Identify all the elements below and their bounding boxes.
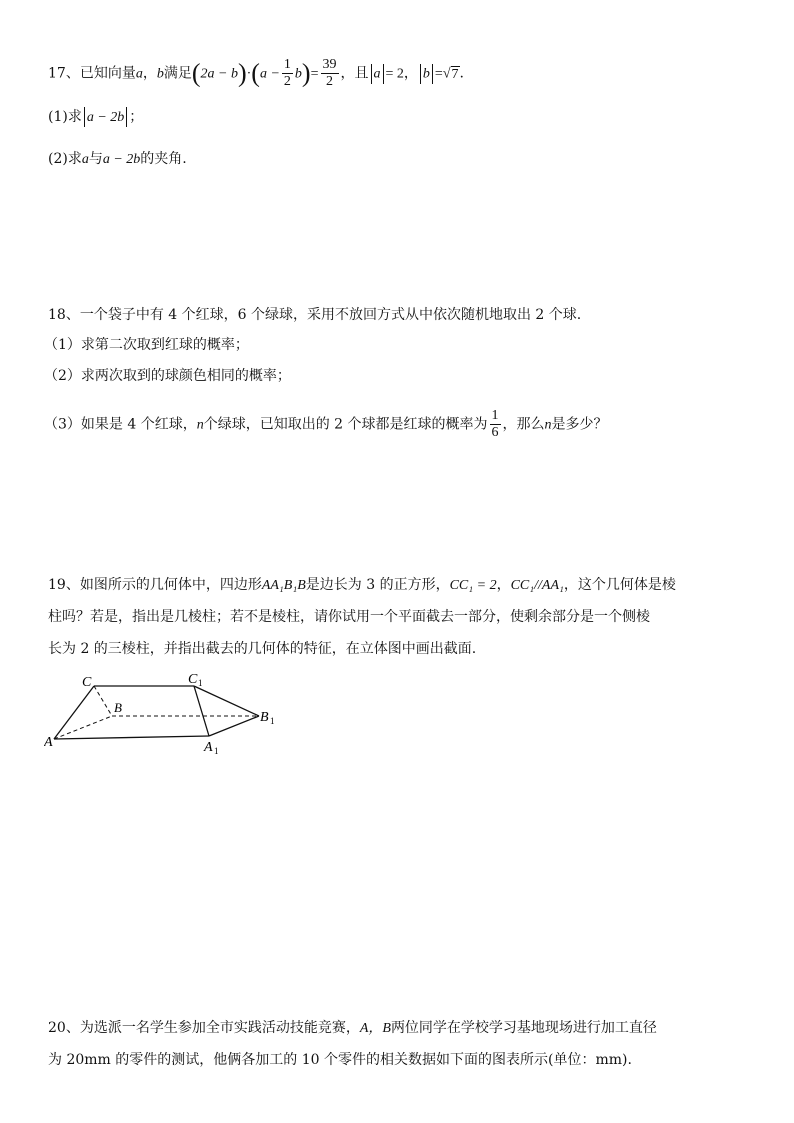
- q17-part1-expr: a − 2b: [86, 110, 125, 125]
- dot-operator: ·: [246, 66, 252, 82]
- frac-num: 1: [491, 408, 499, 423]
- q18-part3-a: （3）如果是 4 个红球，: [44, 416, 197, 433]
- edge-AA1: [54, 736, 209, 739]
- prism-figure: [44, 666, 284, 756]
- paren-close: ): [301, 58, 311, 88]
- q17-satisfy: 满足: [163, 65, 192, 82]
- label-C: C: [82, 675, 92, 690]
- q20-line1-b: 两位同学在学校学习基地现场进行加工直径: [390, 1020, 657, 1036]
- expr-right-b: b: [294, 66, 302, 82]
- q17-part1-label: (1)求: [48, 109, 82, 125]
- q19-line1-a: 19、如图所示的几何体中，四边形: [48, 577, 262, 593]
- sqrt-7: √7: [442, 66, 459, 82]
- label-A1-sub: 1: [214, 746, 219, 756]
- parallel-rel: CC₁//AA₁: [510, 578, 564, 593]
- q17-part2-mid: 与: [88, 151, 103, 167]
- q17-part2-end: 的夹角.: [140, 151, 187, 167]
- fraction-1-6: [490, 408, 501, 441]
- q17-intro: 17、已知向量: [48, 65, 136, 82]
- q18-part1: （1）求第二次取到红球的概率；: [44, 337, 249, 353]
- period: .: [459, 65, 464, 82]
- q17-and: ，且: [340, 65, 369, 82]
- q17-statement: [48, 57, 464, 90]
- q18-part3-b: 个绿球，已知取出的 2 个球都是红球的概率为: [203, 416, 488, 433]
- label-A1: A: [204, 740, 213, 755]
- frac-num: 39: [322, 57, 337, 72]
- quad-label: AA₁B₁B: [261, 578, 306, 593]
- abs-bar: [126, 107, 127, 127]
- equals-2: = 2: [385, 66, 404, 82]
- q19-line1: [48, 575, 676, 596]
- q18-part3-c: ，那么: [502, 416, 545, 433]
- label-B: B: [114, 700, 122, 715]
- var-n: n: [196, 417, 204, 433]
- expr-right-a: a −: [259, 66, 280, 82]
- q18-part3: [44, 408, 608, 441]
- q20-line1: [48, 1018, 657, 1039]
- frac-den: 6: [491, 425, 499, 440]
- label-A: A: [44, 735, 53, 750]
- q17-part2-expr: a − 2b: [102, 152, 141, 167]
- label-B1-sub: 1: [270, 716, 275, 726]
- equals-sign: =: [310, 66, 319, 82]
- separator: ，: [496, 577, 511, 593]
- label-B1: B: [260, 710, 269, 725]
- expr-left: 2a − b: [200, 66, 238, 82]
- paren-open: (: [251, 58, 260, 88]
- cc1-eq: CC₁ = 2: [449, 578, 497, 593]
- edge-A1B1: [209, 716, 259, 736]
- edge-CB-hidden: [94, 686, 112, 716]
- fraction-39-2: [321, 57, 339, 90]
- paren-open: (: [191, 58, 201, 88]
- q18-part3-d: 是多少？: [551, 416, 608, 433]
- label-C1-sub: 1: [198, 678, 203, 688]
- frac-den: 2: [326, 74, 333, 89]
- frac-den: 2: [283, 74, 291, 89]
- var-n: n: [544, 417, 552, 433]
- abs-bar: [371, 64, 372, 84]
- q20-line2: 为 20mm 的零件的测试，他俩各加工的 10 个零件的相关数据如下面的图表所示(单位：mm).: [48, 1052, 632, 1068]
- equals-sign: =: [434, 66, 443, 82]
- abs-bar: [383, 64, 384, 84]
- q17-part2-label: (2)求: [48, 151, 82, 167]
- paren-close: ): [237, 58, 247, 88]
- abs-bar: [84, 107, 85, 127]
- q17-part1: [48, 107, 143, 128]
- abs-bar: [432, 64, 433, 84]
- fraction-half: [282, 57, 293, 90]
- separator: ，: [403, 65, 418, 82]
- q20-line1-a: 20、为选派一名学生参加全市实践活动技能竞赛，: [48, 1020, 360, 1036]
- q18-part2: （2）求两次取到的球颜色相同的概率；: [44, 368, 291, 384]
- edge-C1A1: [194, 686, 209, 736]
- semicolon: ；: [129, 109, 144, 125]
- radicand: 7: [451, 66, 459, 82]
- frac-num: 1: [283, 57, 291, 72]
- q19-line2: 柱吗？若是，指出是几棱柱；若不是棱柱，请你试用一个平面截去一部分，使剩余部分是一个侧棱: [48, 609, 650, 625]
- q19-line1-d: ，这个几何体是棱: [563, 577, 676, 593]
- vector-b: b: [156, 66, 164, 82]
- q17-part2-a: a: [81, 152, 89, 167]
- students-ab: A，B: [359, 1021, 391, 1036]
- edge-C1B1: [194, 686, 259, 716]
- vector-a: a: [135, 66, 143, 82]
- q19-line1-b: 是边长为 3 的正方形，: [305, 577, 450, 593]
- abs-a: a: [373, 66, 381, 82]
- abs-bar: [420, 64, 421, 84]
- q17-part2: [48, 149, 187, 170]
- q18-statement: 18、一个袋子中有 4 个红球，6 个绿球，采用不放回方式从中依次随机地取出 2 个球.: [48, 307, 582, 323]
- separator: ，: [142, 65, 157, 82]
- q19-line3: 长为 2 的三棱柱，并指出截去的几何体的特征，在立体图中画出截面.: [48, 641, 477, 657]
- abs-b: b: [422, 66, 430, 82]
- label-C1: C: [188, 672, 198, 687]
